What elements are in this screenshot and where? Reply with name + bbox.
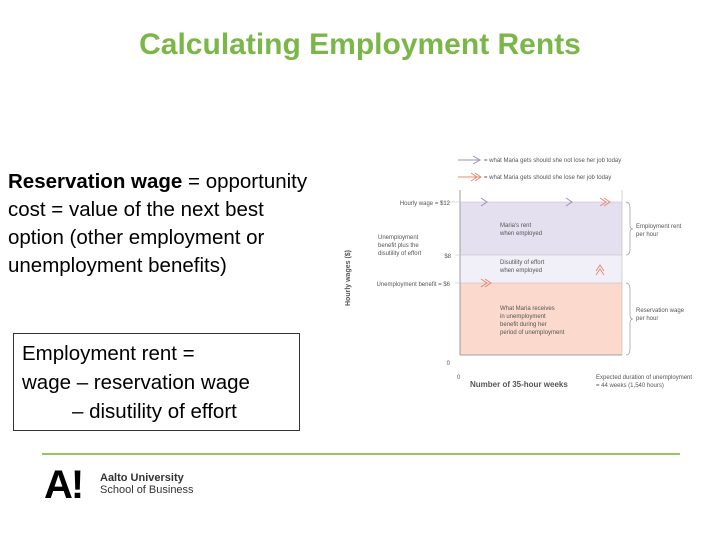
employment-rent-box xyxy=(13,333,300,431)
disutility-text-1: Disutility of effort xyxy=(500,260,545,266)
legend-text-2: = what Maria gets should she lose her job today xyxy=(484,175,612,181)
employment-rent-line-3: – disutility of effort xyxy=(72,400,237,423)
expected-duration-1: Expected duration of unemployment xyxy=(596,375,693,381)
aalto-logo-mark: A! xyxy=(44,463,83,507)
eight-dollar-label: $8 xyxy=(444,254,451,260)
receives-text-1: What Maria receives xyxy=(500,306,555,312)
employment-rent-label-2: per hour xyxy=(636,232,659,238)
expected-duration-2: = 44 weeks (1,540 hours) xyxy=(596,383,664,389)
employment-rent-brace xyxy=(626,202,633,255)
slide-title: Calculating Employment Rents xyxy=(139,28,581,61)
benefit-effort-label-1: Unemployment xyxy=(378,235,419,241)
employment-rent-label-1: Employment rent xyxy=(636,224,682,230)
x-axis-label: Number of 35-hour weeks xyxy=(470,380,568,389)
employment-rent-line-1: Employment rent = xyxy=(22,342,195,365)
benefit-effort-label-3: disutility of effort xyxy=(378,251,422,257)
employment-rent-line-2: wage – reservation wage xyxy=(22,371,250,394)
legend xyxy=(458,156,621,181)
reservation-wage-definition: = opportunity cost = value of the next best option (other employment or unemployment benefits) xyxy=(8,170,308,277)
aalto-logo-line-1: Aalto University xyxy=(100,472,184,484)
y-zero-label: 0 xyxy=(446,361,450,367)
rent-text-1: Maria's rent xyxy=(500,223,532,229)
reservation-wage-brace xyxy=(626,283,633,355)
reservation-wage-label: Reservation wage xyxy=(8,170,183,193)
employment-rent-diagram xyxy=(340,150,720,395)
receives-text-3: benefit during her xyxy=(500,322,547,328)
rent-text-2: when employed xyxy=(500,231,543,237)
benefit-effort-label-2: benefit plus the xyxy=(378,243,419,249)
footer-divider xyxy=(42,453,680,455)
rent-region xyxy=(460,202,622,255)
receives-text-4: period of unemployment xyxy=(500,330,565,336)
unemployment-benefit-label: Unemployment benefit = $6 xyxy=(376,282,450,288)
aalto-logo xyxy=(44,463,264,507)
reservation-wage-text xyxy=(8,168,308,280)
hourly-wage-label: Hourly wage = $12 xyxy=(399,201,450,207)
receives-text-2: in unemployment xyxy=(500,314,546,320)
legend-text-1: = what Maria gets should she not lose her job today xyxy=(484,158,622,164)
reservation-wage-label-2: per hour xyxy=(636,316,659,322)
disutility-text-2: when employed xyxy=(500,268,543,274)
reservation-wage-label-1: Reservation wage xyxy=(636,308,685,314)
y-axis-label: Hourly wages ($) xyxy=(345,249,352,307)
aalto-logo-line-2: School of Business xyxy=(100,484,194,496)
x-zero-label: 0 xyxy=(457,375,461,381)
